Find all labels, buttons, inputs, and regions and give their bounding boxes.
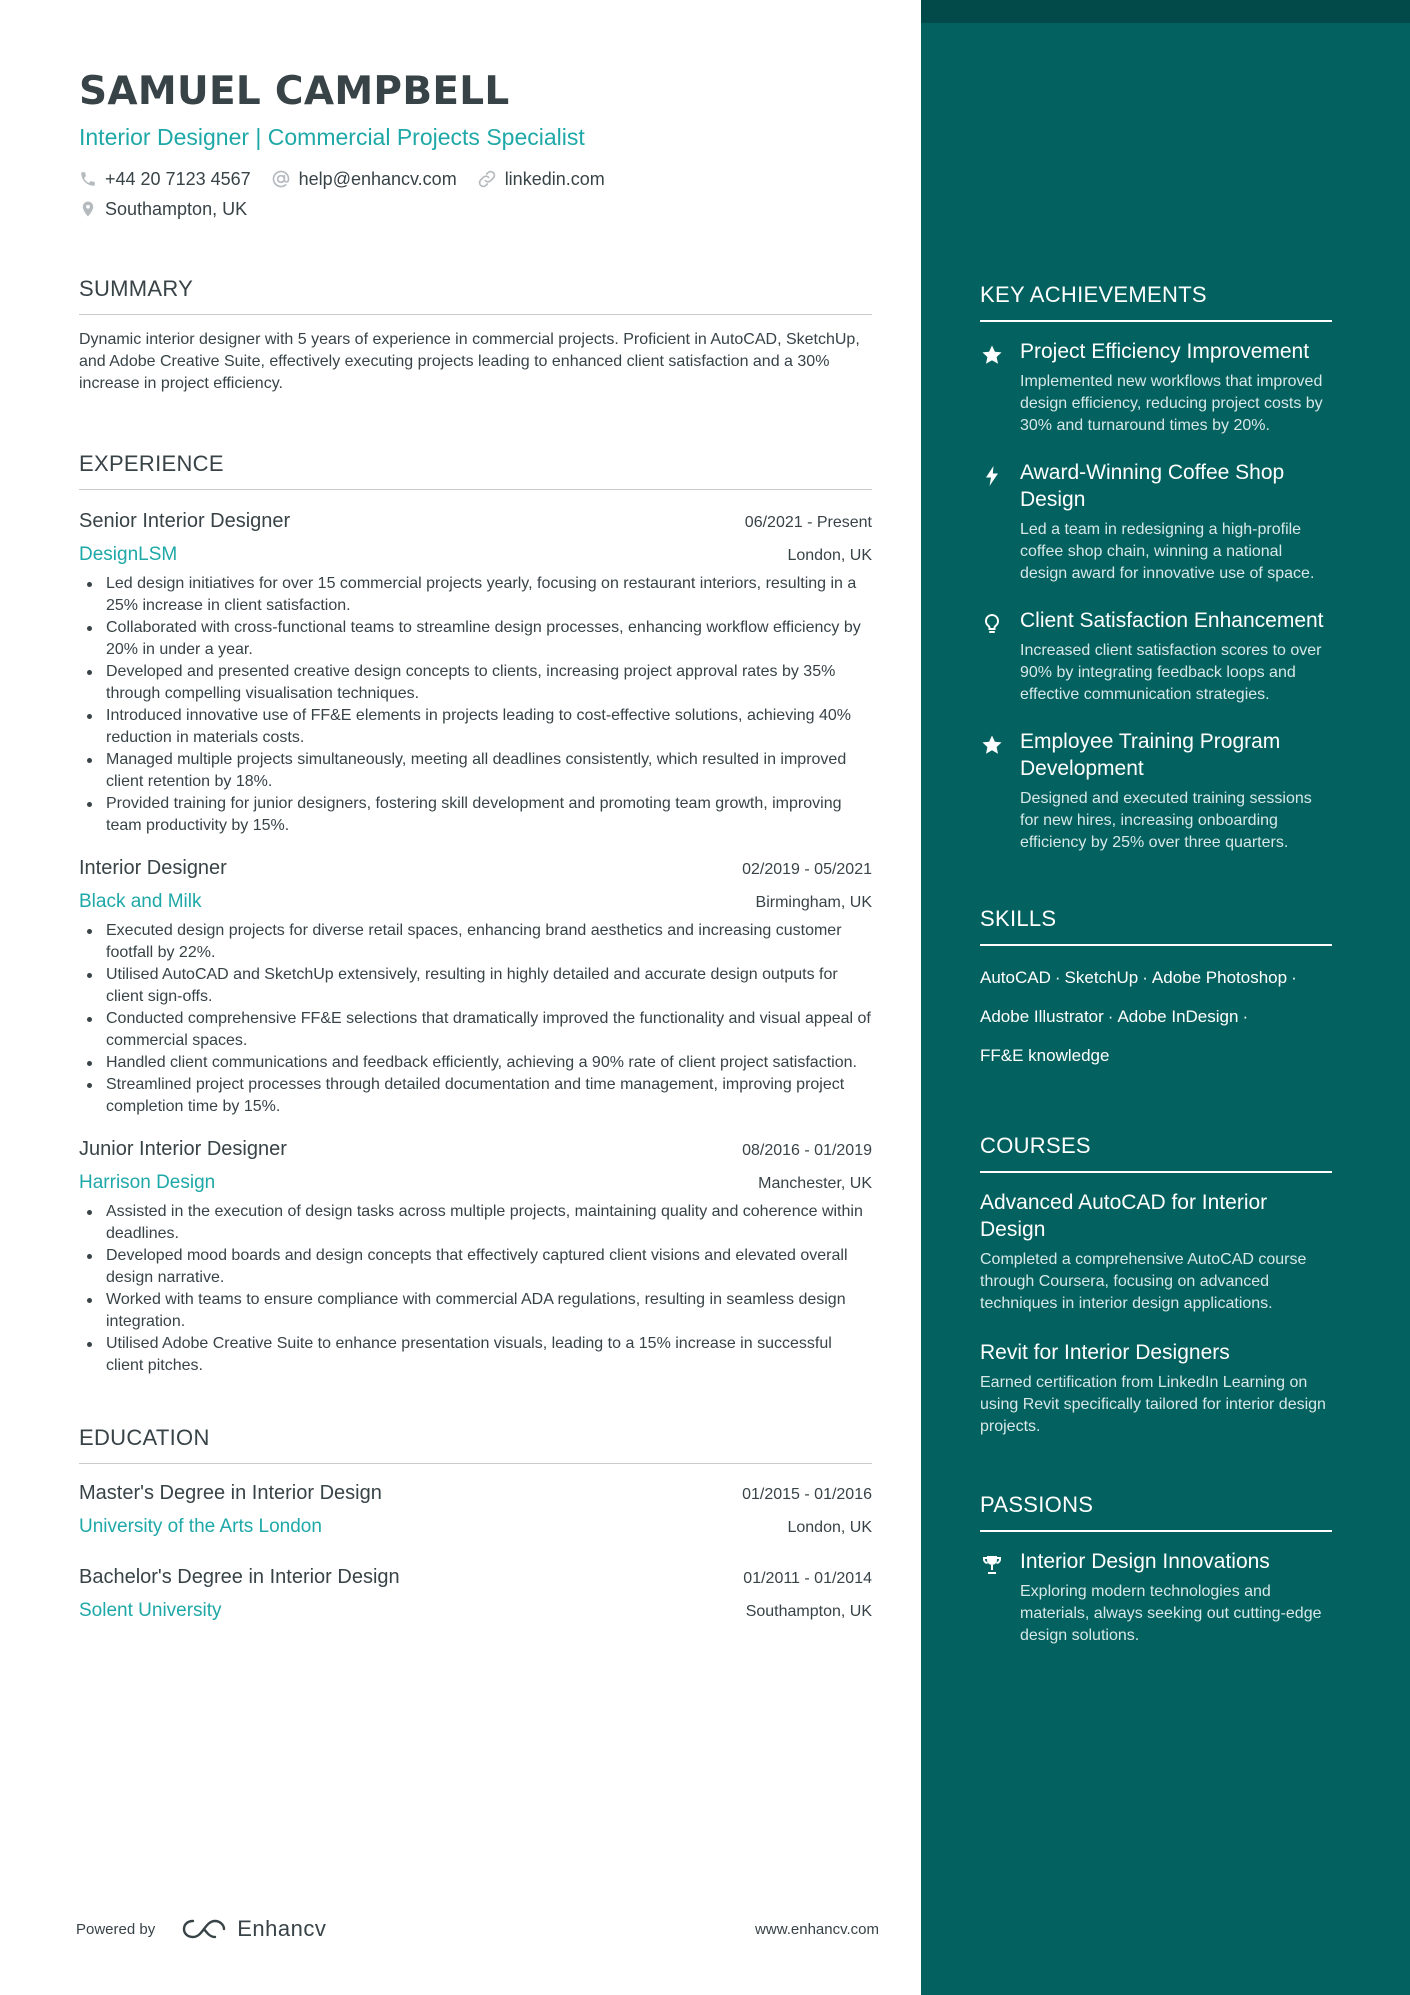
contact-row-2 xyxy=(79,194,872,224)
job-subheader xyxy=(79,883,872,917)
contact-row-1 xyxy=(79,164,872,194)
star-icon xyxy=(980,733,1004,757)
experience-title: EXPERIENCE xyxy=(79,449,872,490)
job-bullet: Worked with teams to ensure compliance with commercial ADA regulations, resulting in seamless design integration. xyxy=(79,1289,872,1333)
experience-section xyxy=(79,449,872,1377)
sidebar-top-band xyxy=(921,0,1410,23)
job-bullet: Executed design projects for diverse retail spaces, enhancing brand aesthetics and increasing customer footfall by 22%. xyxy=(79,920,872,964)
achievement-body xyxy=(1020,607,1332,706)
contact-info xyxy=(79,164,872,224)
achievement-icon xyxy=(980,338,1020,437)
company-name: DesignLSM xyxy=(79,544,178,565)
skill-separator: · xyxy=(1142,968,1148,987)
powered-by xyxy=(76,1916,326,1942)
lightbulb-icon xyxy=(980,612,1004,636)
enhancv-logo-icon xyxy=(181,1917,227,1941)
company-name: Harrison Design xyxy=(79,1172,216,1193)
trophy-icon xyxy=(980,1553,1004,1577)
location-pin-icon xyxy=(79,199,97,219)
passion-icon xyxy=(980,1548,1020,1647)
courses-title: COURSES xyxy=(980,1131,1332,1173)
achievement-desc: Designed and executed training sessions for new hires, increasing onboarding efficiency by 25% over three quarters. xyxy=(1020,790,1312,851)
job-location: Manchester, UK xyxy=(758,1175,872,1192)
achievement-item xyxy=(980,607,1332,706)
job-subheader xyxy=(79,536,872,570)
star-icon xyxy=(980,343,1004,367)
linkedin-text: linkedin.com xyxy=(504,168,605,189)
page-footer xyxy=(76,1916,879,1942)
job-bullet: Handled client communications and feedback efficiently, achieving a 90% rate of client project satisfaction. xyxy=(79,1052,872,1074)
course-item xyxy=(980,1339,1332,1438)
job-location: London, UK xyxy=(787,547,872,564)
lightning-icon xyxy=(980,464,1004,488)
skill-item: SketchUp xyxy=(1064,968,1139,987)
achievement-body xyxy=(1020,459,1332,585)
candidate-headline: Interior Designer | Commercial Projects Specialist xyxy=(79,124,585,150)
brand-name: Enhancv xyxy=(237,1916,327,1941)
achievement-title: Client Satisfaction Enhancement xyxy=(1020,609,1324,632)
location-text: Southampton, UK xyxy=(105,198,248,219)
achievement-icon xyxy=(980,459,1020,585)
job-bullet: Introduced innovative use of FF&E elements in projects leading to cost-effective solutions, achieving 40% reduction in materials costs. xyxy=(79,705,872,749)
powered-by-label: Powered by xyxy=(76,1920,156,1938)
sidebar-column xyxy=(921,0,1410,1995)
link-icon xyxy=(477,169,497,189)
job-dates: 06/2021 - Present xyxy=(744,514,872,531)
contact-linkedin[interactable] xyxy=(477,169,605,190)
achievement-title: Project Efficiency Improvement xyxy=(1020,340,1310,363)
job-bullets xyxy=(79,920,872,1118)
website-link[interactable]: www.enhancv.com xyxy=(755,1920,879,1938)
education-entry xyxy=(79,1478,872,1542)
job-header xyxy=(79,1134,872,1164)
sidebar-content xyxy=(980,280,1332,1647)
education-dates: 01/2011 - 01/2014 xyxy=(743,1570,872,1587)
summary-section xyxy=(79,274,872,395)
achievement-body xyxy=(1020,728,1332,854)
job-location: Birmingham, UK xyxy=(755,894,872,911)
job-bullet: Led design initiatives for over 15 commercial projects yearly, focusing on restaurant interiors, resulting in a 25% increase in client satisfaction. xyxy=(79,573,872,617)
skill-item: FF&E knowledge xyxy=(980,1046,1110,1065)
skills-section xyxy=(980,904,1332,1075)
summary-title: SUMMARY xyxy=(79,274,872,315)
education-subheader xyxy=(79,1592,872,1626)
achievement-desc: Increased client satisfaction scores to over 90% by integrating feedback loops and effective communication strategies. xyxy=(1020,642,1322,703)
school-name: Solent University xyxy=(79,1600,222,1621)
at-icon xyxy=(271,169,291,189)
passions-section xyxy=(980,1490,1332,1647)
skill-separator: · xyxy=(1291,968,1297,987)
passion-title: Interior Design Innovations xyxy=(1020,1550,1270,1573)
degree-name: Master's Degree in Interior Design xyxy=(79,1482,382,1504)
passion-desc: Exploring modern technologies and materials, always seeking out cutting-edge design solutions. xyxy=(1020,1583,1322,1644)
skill-separator: · xyxy=(1054,968,1061,987)
job-bullet: Utilised AutoCAD and SketchUp extensively, resulting in highly detailed and accurate design outputs for client sign-offs. xyxy=(79,964,872,1008)
passion-body xyxy=(1020,1548,1332,1647)
job-dates: 02/2019 - 05/2021 xyxy=(742,861,872,878)
job-bullet: Utilised Adobe Creative Suite to enhance presentation visuals, leading to a 15% increase in successful client pitches. xyxy=(79,1333,872,1377)
job-bullet: Conducted comprehensive FF&E selections that dramatically improved the functionality and visual appeal of commercial spaces. xyxy=(79,1008,872,1052)
education-entry xyxy=(79,1562,872,1626)
job-title: Interior Designer xyxy=(79,857,227,879)
achievements-section xyxy=(980,280,1332,854)
job-bullet: Developed and presented creative design concepts to clients, increasing project approval rates by 35% through compelling visualisation techniques. xyxy=(79,661,872,705)
skill-item: Adobe Illustrator xyxy=(980,1007,1104,1026)
education-title: EDUCATION xyxy=(79,1423,872,1464)
email-text: help@enhancv.com xyxy=(298,168,457,189)
course-title: Revit for Interior Designers xyxy=(980,1341,1230,1364)
company-name: Black and Milk xyxy=(79,891,202,912)
job-bullet: Streamlined project processes through detailed documentation and time management, improving project completion time by 15%. xyxy=(79,1074,872,1118)
job-title: Junior Interior Designer xyxy=(79,1138,287,1160)
job-header xyxy=(79,506,872,536)
contact-phone[interactable] xyxy=(79,169,251,190)
skills-title: SKILLS xyxy=(980,904,1332,946)
achievement-item xyxy=(980,459,1332,585)
course-item xyxy=(980,1189,1332,1315)
job-subheader xyxy=(79,1164,872,1198)
education-section xyxy=(79,1423,872,1626)
achievements-title: KEY ACHIEVEMENTS xyxy=(980,280,1332,322)
school-name: University of the Arts London xyxy=(79,1516,322,1537)
achievement-title: Award-Winning Coffee Shop Design xyxy=(1020,461,1285,511)
job-bullet: Managed multiple projects simultaneously, meeting all deadlines consistently, which resulted in improved client retention by 18%. xyxy=(79,749,872,793)
school-location: London, UK xyxy=(787,1519,872,1536)
skills-list xyxy=(980,958,1332,1075)
education-subheader xyxy=(79,1508,872,1542)
skill-separator: · xyxy=(1242,1007,1249,1026)
skill-item: AutoCAD xyxy=(980,968,1051,987)
job-entry xyxy=(79,1134,872,1377)
achievement-body xyxy=(1020,338,1332,437)
contact-email[interactable] xyxy=(271,169,457,190)
skill-item: Adobe Photoshop xyxy=(1151,968,1288,987)
contact-location xyxy=(79,199,247,220)
course-title: Advanced AutoCAD for Interior Design xyxy=(980,1191,1268,1241)
job-dates: 08/2016 - 01/2019 xyxy=(742,1142,872,1159)
achievement-item xyxy=(980,728,1332,854)
main-content xyxy=(79,66,872,1626)
job-bullet: Collaborated with cross-functional teams to streamline design processes, enhancing workflow efficiency by 20% in under a year. xyxy=(79,617,872,661)
passions-title: PASSIONS xyxy=(980,1490,1332,1532)
job-entry xyxy=(79,506,872,837)
summary-text: Dynamic interior designer with 5 years of experience in commercial projects. Proficient in AutoCAD, SketchUp, and Adobe Creative Suite, effectively executing projects leading to enhanced client satisfaction and a 30% increase in project efficiency. xyxy=(79,331,860,392)
job-bullet: Developed mood boards and design concepts that effectively captured client visions and elevated overall design narrative. xyxy=(79,1245,872,1289)
achievement-desc: Led a team in redesigning a high-profile coffee shop chain, winning a national design award for innovative use of space. xyxy=(1020,521,1315,582)
achievement-item xyxy=(980,338,1332,437)
passion-item xyxy=(980,1548,1332,1647)
achievement-desc: Implemented new workflows that improved design efficiency, reducing project costs by 30% and turnaround times by 20%. xyxy=(1020,373,1323,434)
job-bullet: Provided training for junior designers, fostering skill development and promoting team growth, improving team productivity by 15%. xyxy=(79,793,872,837)
school-location: Southampton, UK xyxy=(745,1603,872,1620)
job-bullet: Assisted in the execution of design tasks across multiple projects, maintaining quality and coherence within deadlines. xyxy=(79,1201,872,1245)
course-desc: Earned certification from LinkedIn Learning on using Revit specifically tailored for interior design projects. xyxy=(980,1374,1326,1435)
education-header xyxy=(79,1478,872,1508)
achievement-icon xyxy=(980,728,1020,854)
achievement-icon xyxy=(980,607,1020,706)
courses-section xyxy=(980,1131,1332,1438)
job-title: Senior Interior Designer xyxy=(79,510,291,532)
course-desc: Completed a comprehensive AutoCAD course through Coursera, focusing on advanced techniques in interior design applications. xyxy=(980,1251,1307,1312)
job-header xyxy=(79,853,872,883)
job-bullets xyxy=(79,573,872,837)
education-dates: 01/2015 - 01/2016 xyxy=(742,1486,872,1503)
skill-item: Adobe InDesign xyxy=(1117,1007,1239,1026)
job-bullets xyxy=(79,1201,872,1377)
education-header xyxy=(79,1562,872,1592)
candidate-name: SAMUEL CAMPBELL xyxy=(79,69,510,114)
achievement-title: Employee Training Program Development xyxy=(1020,730,1281,780)
brand-logo[interactable] xyxy=(181,1916,326,1942)
phone-icon xyxy=(79,170,97,188)
degree-name: Bachelor's Degree in Interior Design xyxy=(79,1566,400,1588)
skill-separator: · xyxy=(1107,1007,1114,1026)
phone-text: +44 20 7123 4567 xyxy=(105,168,251,189)
job-entry xyxy=(79,853,872,1118)
